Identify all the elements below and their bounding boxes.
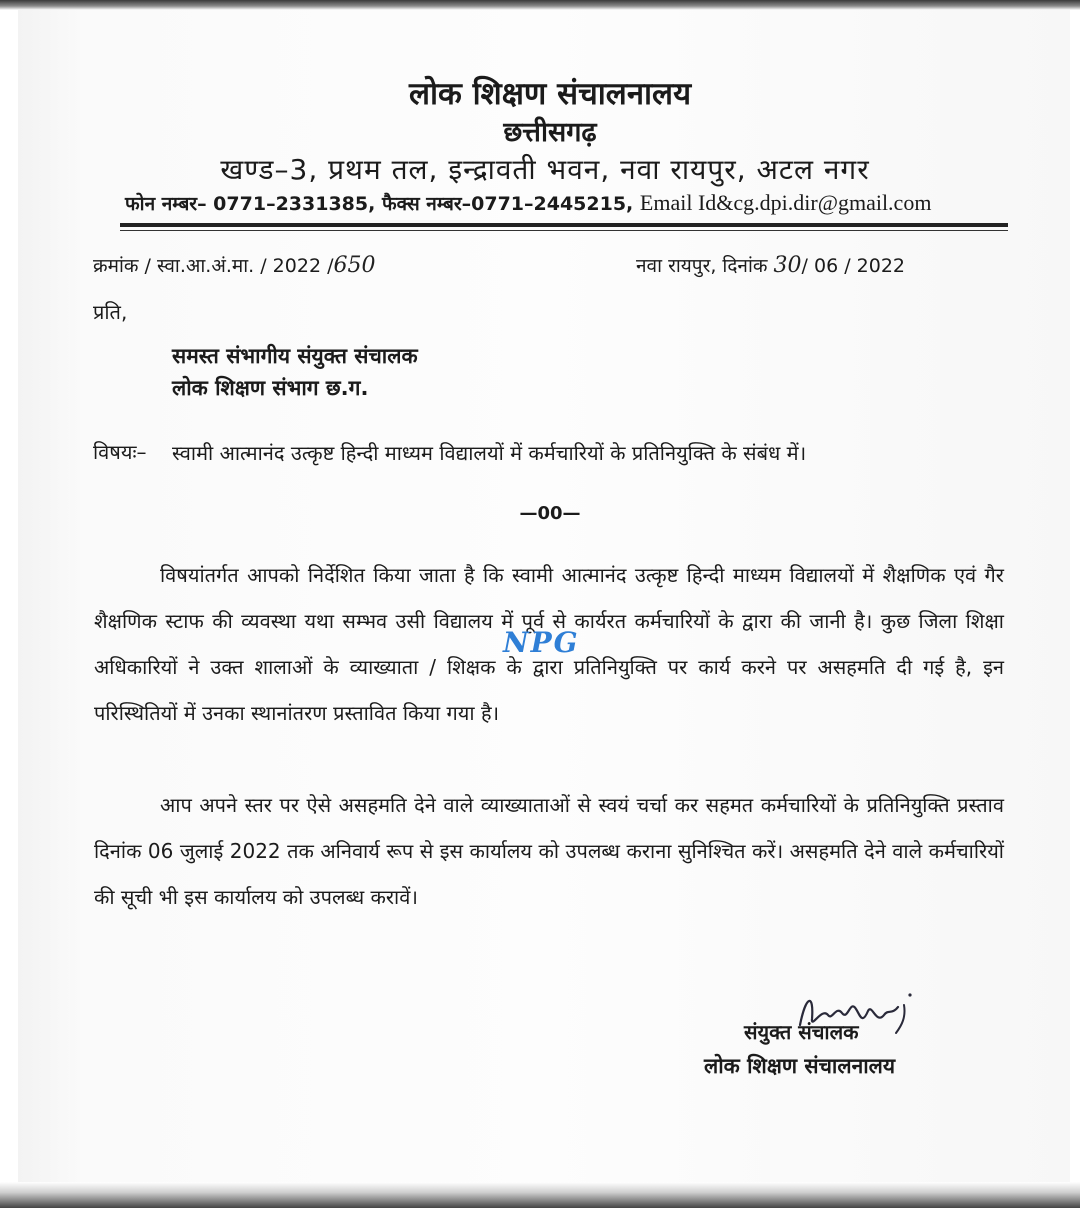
- salutation: प्रति,: [93, 300, 128, 324]
- signatory-office: लोक शिक्षण संचालनालय: [704, 1054, 896, 1078]
- recipient-line-2: लोक शिक्षण संभाग छ.ग.: [172, 376, 369, 400]
- reference-number: [93, 252, 375, 278]
- photo-top-edge: [0, 0, 1080, 10]
- reference-handwritten-number: 650: [333, 253, 376, 278]
- date-rest: / 06 / 2022: [801, 255, 905, 277]
- body-paragraph-1: विषयांतर्गत आपको निर्देशित किया जाता है कि स्वामी आत्मानंद उत्कृष्ट हिन्दी माध्यम विद्यालयों में शैक्षणिक एवं गैर शैक्षणिक स्टाफ की व्यवस्था यथा सम्भव उसी विद्यालय में पूर्व से कार्यरत कर्मचारियों के द्वारा की जानी है। कुछ जिला शिक्षा अधिकारियों ने उक्त शालाओं के व्याख्याता / शिक्षक के द्वारा प्रतिनियुक्ति पर कार्य करने पर असहमति दी गई है, इन परिस्थितियों में उनका स्थानांतरण प्रस्तावित किया गया है।: [94, 563, 1004, 725]
- date-handwritten-day: 30: [773, 253, 802, 278]
- recipient-line-1: समस्त संभागीय संयुक्त संचालक: [172, 344, 418, 368]
- separator: —00—: [519, 503, 581, 524]
- npg-watermark: NPG: [503, 626, 580, 659]
- state-name: छत्तीसगढ़: [503, 117, 597, 148]
- body-paragraph-2: आप अपने स्तर पर ऐसे असहमति देने वाले व्याख्याताओं से स्वयं चर्चा कर सहमत कर्मचारियों के प्रतिनियुक्ति प्रस्ताव दिनांक 06 जुलाई 2022 तक अनिवार्य रूप से इस कार्यालय को उपलब्ध कराना सुनिश्चित करें। असहमति देने वाले कर्मचारियों की सूची भी इस कार्यालय को उपलब्ध करावें।: [94, 793, 1004, 909]
- subject-label: विषयः–: [93, 440, 147, 464]
- reference-prefix: क्रमांक / स्वा.आ.अं.मा. / 2022 /: [93, 255, 334, 277]
- photo-bottom-edge: [0, 1182, 1080, 1208]
- signatory-designation: संयुक्त संचालक: [744, 1020, 859, 1044]
- office-title: लोक शिक्षण संचालनालय: [408, 76, 692, 112]
- phone-fax: फोन नम्बर– 0771–2331385, फैक्स नम्बर–0771–2445215,: [125, 193, 634, 215]
- contact-line: [125, 190, 931, 216]
- letterhead-rule: [120, 223, 1008, 227]
- letter-date: [636, 252, 905, 278]
- email-address: Email Id&cg.dpi.dir@gmail.com: [639, 190, 932, 215]
- letterhead-rule-thin: [120, 230, 1008, 231]
- date-prefix: नवा रायपुर, दिनांक: [636, 255, 768, 277]
- subject-text: स्वामी आत्मानंद उत्कृष्ट हिन्दी माध्यम विद्यालयों में कर्मचारियों के प्रतिनियुक्ति के संबंध में।: [172, 441, 807, 465]
- office-address: खण्ड–3, प्रथम तल, इन्द्रावती भवन, नवा रायपुर, अटल नगर: [220, 153, 870, 186]
